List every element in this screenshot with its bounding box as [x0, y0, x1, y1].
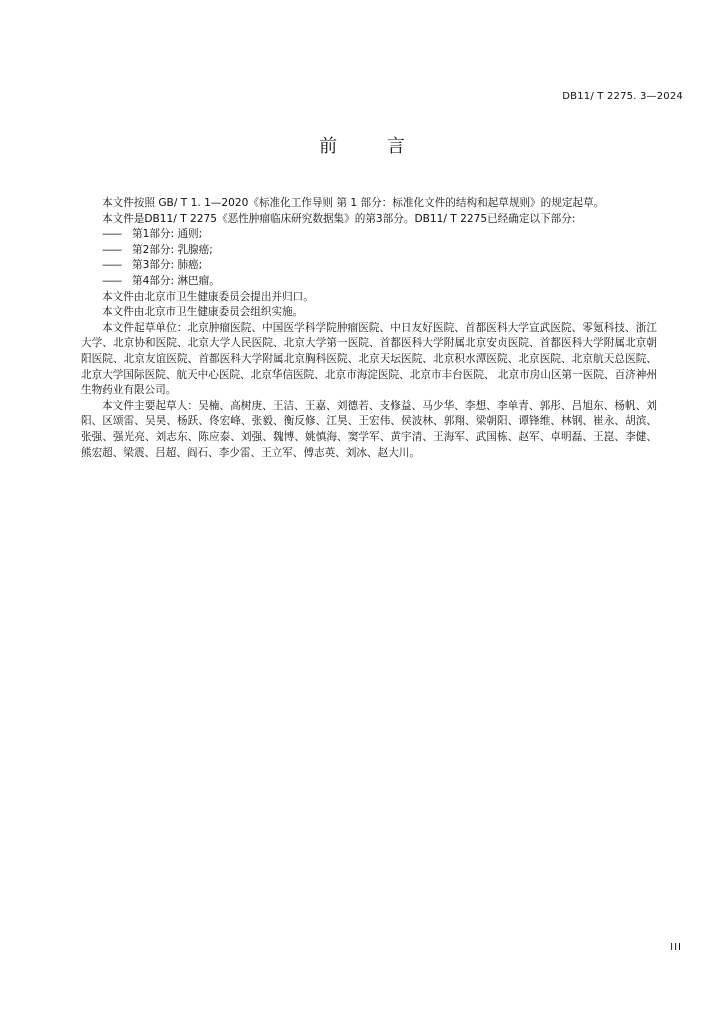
standard-code: DB11/ T 2275. 3—2024 — [562, 91, 683, 102]
paragraph-proposer: 本文件由北京市卫生健康委员会提出并归口。 — [102, 290, 314, 303]
list-dash: —— — [102, 274, 122, 287]
list-dash: —— — [102, 259, 122, 272]
list-item-text: 第3部分: 肺癌; — [132, 259, 203, 272]
list-item — [81, 258, 657, 274]
list-dash: —— — [102, 228, 122, 241]
paragraph-drafters: 本文件主要起草人：吴楠、高树庚、王洁、王嘉、刘德若、支修益、马少华、李想、李单青、郭彤、吕旭东、杨帆、刘阳、区颂雷、吴昊、杨跃、佟宏峰、张毅、衡反修、江昊、王宏伟、侯波林、郭翔、梁朝阳、谭锋维、林钢、崔永、胡滨、张强、强光亮、刘志东、陈应泰、刘强、魏博、姚慎海、窦学军、黄宇清、王海军、武国栋、赵军、卓明磊、王崑、李健、熊宏超、梁震、吕超、阎石、李少雷、王立军、傅志英、刘冰、赵大川。 — [81, 399, 657, 459]
list-item-text: 第4部分: 淋巴瘤。 — [132, 274, 220, 287]
paragraph-part-of-series: 本文件是DB11/ T 2275《恶性肿瘤临床研究数据集》的第3部分。DB11/ T 2275已经确定以下部分: — [102, 212, 576, 225]
list-item-text: 第2部分: 乳腺癌; — [132, 243, 213, 256]
list-dash: —— — [102, 243, 122, 256]
paragraph-drafting-units: 本文件起草单位：北京肿瘤医院、中国医学科学院肿瘤医院、中日友好医院、首都医科大学宣武医院、零氪科技、浙江大学、北京协和医院、北京大学人民医院、北京大学第一医院、首都医科大学附属北京安贞医院、首都医科大学附属北京朝阳医院、北京友谊医院、首都医科大学附属北京胸科医院、北京天坛医院、北京积水潭医院、北京医院、北京航天总医院、北京大学国际医院、航天中心医院、北京华信医院、北京市海淀医院、北京市丰台医院、 北京市房山区第一医院、百济神州生物药业有限公司。 — [81, 321, 657, 397]
list-item — [81, 243, 657, 259]
list-item — [81, 227, 657, 243]
paragraph-organizer: 本文件由北京市卫生健康委员会组织实施。 — [102, 306, 304, 319]
paragraph-drafting-rule: 本文件按照 GB/ T 1. 1—2020《标准化工作导则 第 1 部分：标准化文件的结构和起草规则》的规定起草。 — [102, 197, 605, 209]
page-number: III — [670, 942, 682, 953]
foreword-body — [81, 196, 657, 461]
list-item — [81, 274, 657, 290]
list-item-text: 第1部分: 通则; — [132, 228, 203, 241]
page-title: 前 言 — [319, 136, 427, 157]
